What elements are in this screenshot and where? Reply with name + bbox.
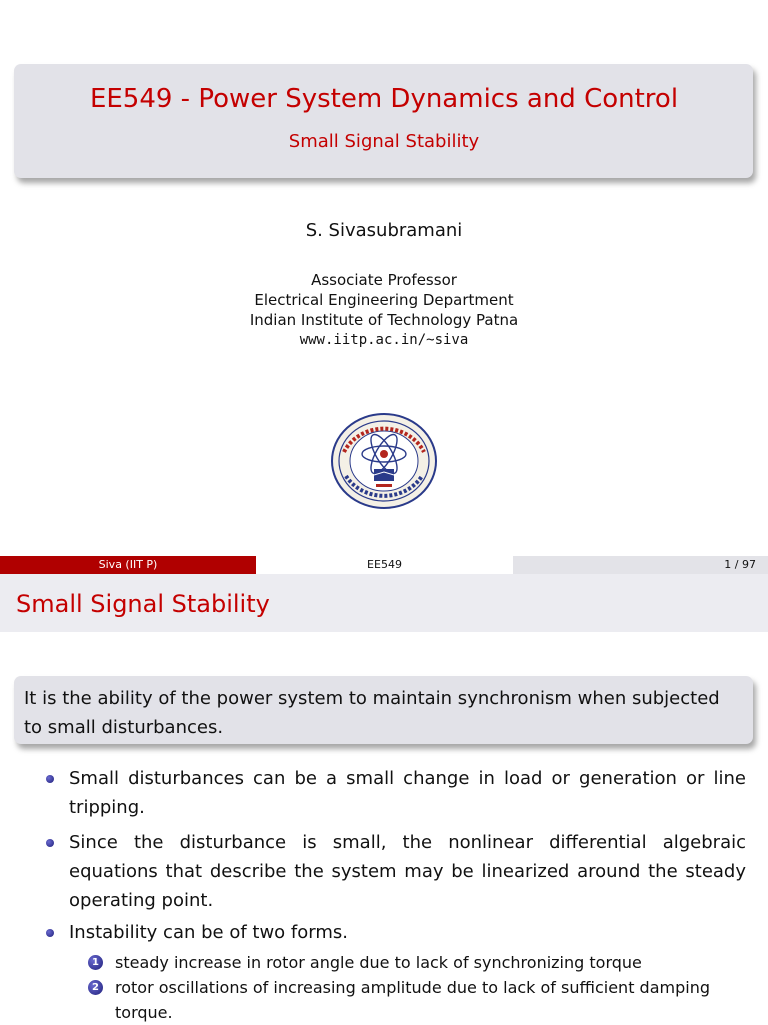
author-institute: Indian Institute of Technology Patna <box>249 311 519 329</box>
list-item <box>48 828 746 915</box>
presentation-title: EE549 - Power System Dynamics and Control <box>89 84 679 114</box>
sub-list-item-text: steady increase in rotor angle due to lack of synchronizing torque <box>115 953 642 972</box>
sub-list-item <box>88 950 748 975</box>
footer-page-text: 1 / 97 <box>724 558 756 571</box>
bullet-icon <box>46 775 54 783</box>
list-item-text: Instability can be of two forms. <box>69 922 348 943</box>
bullet-icon <box>46 929 54 937</box>
institute-logo-icon <box>330 412 438 510</box>
number-badge-icon: 2 <box>88 980 103 995</box>
author-name: S. Sivasubramani <box>305 220 463 241</box>
list-item <box>48 918 746 947</box>
footer-page-number <box>513 556 768 574</box>
list-item-text: Small disturbances can be a small change in load or generation or line tripping. <box>69 768 746 818</box>
bullet-icon <box>46 839 54 847</box>
title-box <box>14 64 753 178</box>
sub-list-item <box>88 975 748 1025</box>
footer-author: Siva (IIT P) <box>0 556 256 574</box>
author-position: Associate Professor <box>311 271 457 289</box>
definition-block <box>14 676 753 744</box>
slide-footer <box>0 556 768 574</box>
footer-course: EE549 <box>256 556 513 574</box>
content-slide <box>0 574 768 1024</box>
author-department: Electrical Engineering Department <box>254 291 514 309</box>
author-website: www.iitp.ac.in/~siva <box>299 332 469 348</box>
frame-title-bar <box>0 574 768 632</box>
sub-list-item-text: rotor oscillations of increasing amplitude due to lack of sufficient damping torque. <box>115 978 710 1022</box>
list-item <box>48 764 746 822</box>
frame-title: Small Signal Stability <box>16 590 270 618</box>
list-item-text: Since the disturbance is small, the nonlinear differential algebraic equations that describe the system may be linearized around the steady operating point. <box>69 832 746 911</box>
number-badge-icon: 1 <box>88 955 103 970</box>
presentation-subtitle: Small Signal Stability <box>288 131 480 152</box>
definition-text: It is the ability of the power system to maintain synchronism when subjected to small disturbances. <box>24 688 720 738</box>
